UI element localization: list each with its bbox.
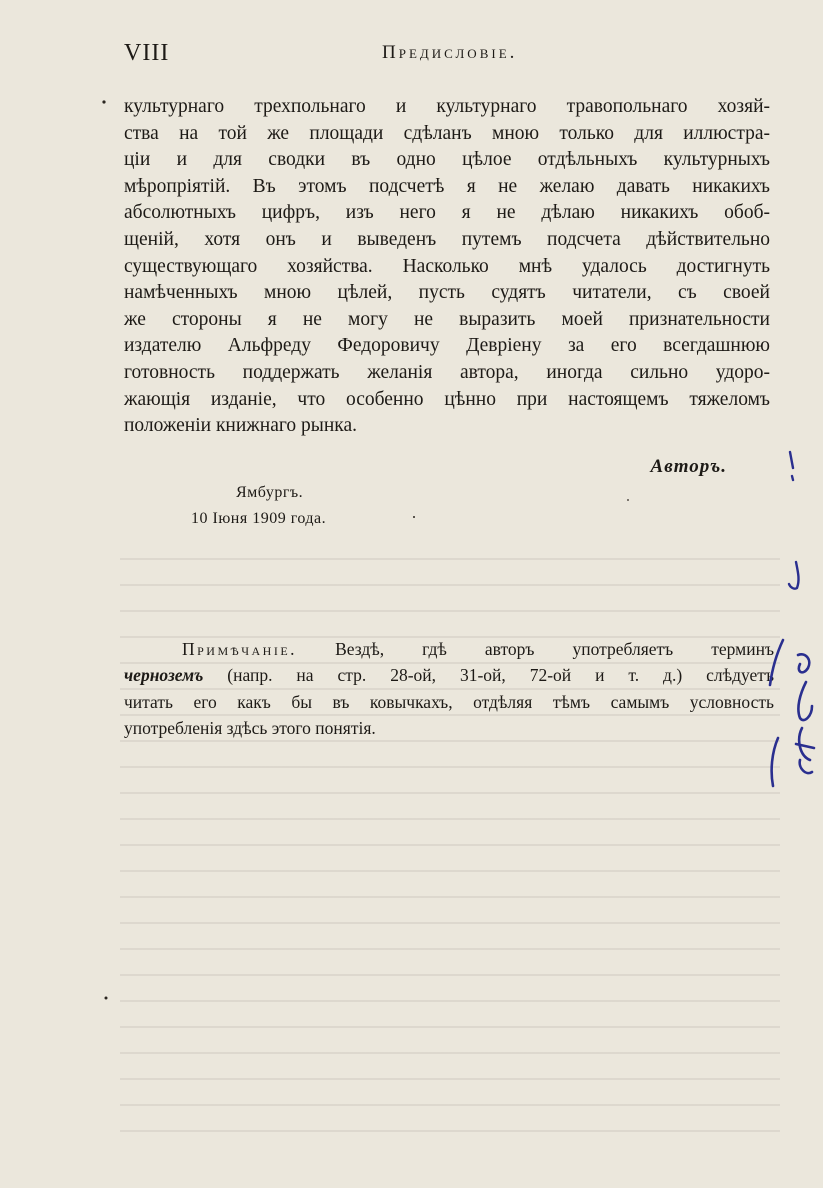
note-line	[124, 662, 774, 688]
pencil-tick-mark	[790, 452, 793, 480]
text-line: мѣропріятій. Въ этомъ подсчетѣ я не желаю давать никакихъ	[124, 175, 770, 197]
date-line: 10 Іюня 1909 года.	[191, 510, 327, 527]
print-speck	[627, 499, 629, 501]
page-number: VIII	[124, 40, 170, 66]
text-line: ства на той же площади сдѣланъ мною только для иллюстра-	[124, 122, 770, 144]
footnote-paragraph	[124, 636, 774, 742]
note-line: употребленія здѣсь этого понятія.	[124, 718, 376, 739]
author-signature: Авторъ.	[650, 456, 727, 477]
text-line: культурнаго трехпольнаго и культурнаго травопольнаго хозяй-	[124, 96, 770, 117]
text-line: издателю Альфреду Федоровичу Девріену за его всегдашнюю	[124, 335, 770, 357]
pencil-annotation-mark	[796, 654, 814, 773]
pencil-tick-mark	[789, 562, 799, 589]
text-line: же стороны я не могу не выразить моей признательности	[124, 308, 770, 330]
text-line: ціи и для сводки въ одно цѣлое отдѣльныхъ культурныхъ	[124, 149, 770, 171]
note-text: (напр. на стр. 28-ой, 31-ой, 72-ой и т. д.) слѣдуетъ	[227, 665, 774, 686]
note-label: Примѣчаніе.	[182, 639, 298, 659]
text-line: положеніи книжнаго рынка.	[124, 415, 358, 437]
bleed-through-texture	[120, 540, 780, 1140]
running-title: Предисловіе.	[382, 42, 518, 63]
note-text: Вездѣ, гдѣ авторъ употребляетъ терминъ	[335, 639, 775, 659]
preface-paragraph	[124, 94, 770, 440]
page-header	[124, 38, 774, 70]
text-line: готовность поддержать желанія автора, иногда сильно удоро-	[124, 361, 770, 383]
print-speck	[105, 997, 108, 1000]
text-line: абсолютныхъ цифръ, изъ него я не дѣлаю никакихъ обоб-	[124, 202, 770, 224]
text-line: намѣченныхъ мною цѣлей, пусть судятъ читатели, съ своей	[124, 282, 770, 304]
note-term: черноземъ	[124, 665, 204, 686]
print-speck	[413, 516, 415, 518]
note-line	[124, 636, 774, 662]
text-line: существующаго хозяйства. Насколько мнѣ удалось достигнуть	[124, 255, 770, 277]
place-line: Ямбургъ.	[236, 484, 304, 501]
text-line: щеній, хотя онъ и выведенъ путемъ подсчета дѣйствительно	[124, 228, 770, 250]
note-line: читать его какъ бы въ ковычкахъ, отдѣляя тѣмъ самымъ условность	[124, 691, 774, 712]
print-speck	[102, 100, 105, 103]
text-line: жающія изданіе, что особенно цѣнно при настоящемъ тяжеломъ	[124, 388, 770, 410]
